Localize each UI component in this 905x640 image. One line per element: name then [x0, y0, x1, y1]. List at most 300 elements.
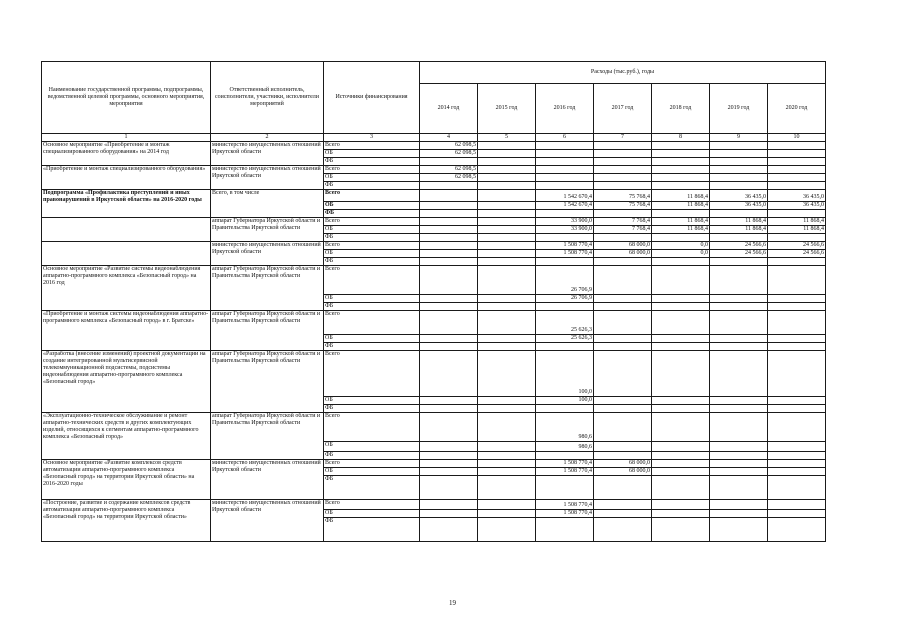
- value-cell: 68 000,0: [594, 242, 652, 250]
- value-cell: [420, 226, 478, 234]
- program-name-cell: [42, 218, 211, 242]
- value-cell: 100,0: [536, 351, 594, 397]
- value-cell: [652, 166, 710, 174]
- source-cell: Всего: [324, 460, 420, 468]
- value-cell: 1 508 770,4: [536, 242, 594, 250]
- expenses-table: [41, 61, 826, 542]
- value-cell: [710, 518, 768, 542]
- executor-cell: аппарат Губернатора Иркутской области и Правительства Иркутской области: [211, 266, 324, 311]
- value-cell: [536, 210, 594, 218]
- value-cell: 62 098,5: [420, 142, 478, 150]
- value-cell: [710, 510, 768, 518]
- table-row: [42, 142, 826, 150]
- value-cell: [536, 258, 594, 266]
- value-cell: [594, 142, 652, 150]
- table-row: [42, 242, 826, 250]
- value-cell: [478, 460, 536, 468]
- program-name-cell: «Приобретение и монтаж специализированного оборудования»: [42, 166, 211, 190]
- value-cell: [420, 190, 478, 202]
- value-cell: [652, 351, 710, 397]
- value-cell: [478, 518, 536, 542]
- column-number: 2: [211, 134, 324, 142]
- value-cell: [652, 460, 710, 468]
- source-cell: ФБ: [324, 405, 420, 413]
- value-cell: [420, 258, 478, 266]
- value-cell: [768, 174, 826, 182]
- value-cell: [710, 311, 768, 335]
- value-cell: [478, 234, 536, 242]
- value-cell: [420, 242, 478, 250]
- column-number: 9: [710, 134, 768, 142]
- value-cell: [420, 218, 478, 226]
- value-cell: 11 868,4: [768, 226, 826, 234]
- value-cell: [652, 510, 710, 518]
- value-cell: 24 566,6: [710, 250, 768, 258]
- value-cell: 980,6: [536, 442, 594, 452]
- executor-cell: министерство имущественных отношений Иркутской области: [211, 242, 324, 266]
- value-cell: [420, 158, 478, 166]
- value-cell: [652, 468, 710, 476]
- value-cell: 1 508 770,4: [536, 468, 594, 476]
- value-cell: 68 000,0: [594, 460, 652, 468]
- program-name-cell: «Приобретение и монтаж системы видеонаблюдения аппаратно-программного комплекса «Безопасный город» в г. Братске»: [42, 311, 211, 351]
- value-cell: 26 706,9: [536, 295, 594, 303]
- source-cell: ОБ: [324, 397, 420, 405]
- value-cell: [594, 258, 652, 266]
- value-cell: [594, 351, 652, 397]
- value-cell: [652, 343, 710, 351]
- value-cell: [710, 452, 768, 460]
- value-cell: [594, 303, 652, 311]
- value-cell: [710, 335, 768, 343]
- executor-cell: аппарат Губернатора Иркутской области и Правительства Иркутской области: [211, 218, 324, 242]
- source-cell: ОБ: [324, 250, 420, 258]
- source-cell: ФБ: [324, 234, 420, 242]
- source-cell: ОБ: [324, 226, 420, 234]
- value-cell: [536, 174, 594, 182]
- value-cell: 36 435,0: [710, 202, 768, 210]
- value-cell: [768, 295, 826, 303]
- value-cell: [594, 500, 652, 510]
- value-cell: 11 868,4: [710, 226, 768, 234]
- value-cell: [768, 397, 826, 405]
- value-cell: [710, 182, 768, 190]
- value-cell: [594, 210, 652, 218]
- header-year: 2015 год: [478, 84, 536, 134]
- source-cell: ОБ: [324, 335, 420, 343]
- value-cell: 36 435,0: [768, 202, 826, 210]
- program-name-cell: [42, 242, 211, 266]
- value-cell: [478, 413, 536, 442]
- table-row: [42, 166, 826, 174]
- value-cell: [536, 182, 594, 190]
- value-cell: [710, 166, 768, 174]
- header-source: Источники финансирования: [324, 62, 420, 134]
- value-cell: [420, 442, 478, 452]
- program-name-cell: Основное мероприятие «Приобретение и монтаж специализированного оборудования» на 2014 год: [42, 142, 211, 166]
- header-year: 2020 год: [768, 84, 826, 134]
- value-cell: [652, 150, 710, 158]
- value-cell: [478, 258, 536, 266]
- value-cell: [536, 343, 594, 351]
- source-cell: Всего: [324, 190, 420, 202]
- value-cell: [652, 500, 710, 510]
- value-cell: [652, 413, 710, 442]
- value-cell: 25 626,3: [536, 311, 594, 335]
- value-cell: 980,6: [536, 413, 594, 442]
- value-cell: [768, 166, 826, 174]
- value-cell: 0,0: [652, 250, 710, 258]
- executor-cell: аппарат Губернатора Иркутской области и Правительства Иркутской области: [211, 351, 324, 413]
- value-cell: 25 626,3: [536, 335, 594, 343]
- source-cell: Всего: [324, 311, 420, 335]
- source-cell: ОБ: [324, 295, 420, 303]
- program-name-cell: Основное мероприятие «Развитие системы видеонаблюдения аппаратно-программного комплекса «Безопасный город» на 2016 год: [42, 266, 211, 311]
- value-cell: 36 435,0: [710, 190, 768, 202]
- value-cell: 7 768,4: [594, 218, 652, 226]
- source-cell: ОБ: [324, 468, 420, 476]
- value-cell: [710, 442, 768, 452]
- value-cell: [594, 442, 652, 452]
- source-cell: ФБ: [324, 158, 420, 166]
- value-cell: 75 768,4: [594, 190, 652, 202]
- source-cell: Всего: [324, 218, 420, 226]
- value-cell: [478, 476, 536, 500]
- value-cell: [652, 266, 710, 295]
- value-cell: [652, 174, 710, 182]
- value-cell: [478, 303, 536, 311]
- value-cell: 33 900,0: [536, 218, 594, 226]
- value-cell: 36 435,0: [768, 190, 826, 202]
- value-cell: [768, 258, 826, 266]
- value-cell: [768, 150, 826, 158]
- source-cell: Всего: [324, 242, 420, 250]
- value-cell: [536, 405, 594, 413]
- source-cell: Всего: [324, 142, 420, 150]
- value-cell: [710, 405, 768, 413]
- value-cell: [478, 510, 536, 518]
- value-cell: [652, 311, 710, 335]
- column-number: 1: [42, 134, 211, 142]
- value-cell: [710, 142, 768, 150]
- value-cell: 68 000,0: [594, 250, 652, 258]
- value-cell: [594, 452, 652, 460]
- value-cell: 7 768,4: [594, 226, 652, 234]
- executor-cell: Всего, в том числе: [211, 190, 324, 218]
- value-cell: [420, 343, 478, 351]
- value-cell: 0,0: [652, 242, 710, 250]
- value-cell: [710, 158, 768, 166]
- value-cell: [710, 295, 768, 303]
- value-cell: [768, 405, 826, 413]
- value-cell: [420, 518, 478, 542]
- value-cell: [594, 476, 652, 500]
- source-cell: Всего: [324, 500, 420, 510]
- executor-cell: министерство имущественных отношений Иркутской области: [211, 166, 324, 190]
- value-cell: [478, 452, 536, 460]
- value-cell: 62 098,5: [420, 150, 478, 158]
- value-cell: [478, 166, 536, 174]
- table-row: [42, 311, 826, 335]
- source-cell: ОБ: [324, 174, 420, 182]
- executor-cell: министерство имущественных отношений Иркутской области: [211, 142, 324, 166]
- value-cell: 33 900,0: [536, 226, 594, 234]
- value-cell: [710, 351, 768, 397]
- value-cell: [594, 158, 652, 166]
- value-cell: [652, 234, 710, 242]
- value-cell: [478, 397, 536, 405]
- value-cell: [536, 452, 594, 460]
- table-row: [42, 460, 826, 468]
- source-cell: ОБ: [324, 510, 420, 518]
- table-row: [42, 413, 826, 442]
- value-cell: [594, 405, 652, 413]
- value-cell: [420, 266, 478, 295]
- executor-cell: аппарат Губернатора Иркутской области и Правительства Иркутской области: [211, 311, 324, 351]
- value-cell: [420, 510, 478, 518]
- value-cell: [768, 452, 826, 460]
- value-cell: [478, 250, 536, 258]
- value-cell: [420, 182, 478, 190]
- value-cell: [478, 182, 536, 190]
- header-executor: Ответственный исполнитель, соисполнители, участники, исполнители мероприятий: [211, 62, 324, 134]
- value-cell: [420, 460, 478, 468]
- value-cell: [652, 335, 710, 343]
- value-cell: [768, 500, 826, 510]
- column-number: 4: [420, 134, 478, 142]
- value-cell: [478, 242, 536, 250]
- source-cell: ФБ: [324, 258, 420, 266]
- source-cell: ОБ: [324, 150, 420, 158]
- program-name-cell: «Эксплуатационно-техническое обслуживание и ремонт аппаратно-технических средств и других комплектующих изделий, относящихся к сегментам аппаратно-программного комплекса «Безопасный город»: [42, 413, 211, 460]
- value-cell: [420, 351, 478, 397]
- column-number: 6: [536, 134, 594, 142]
- program-name-cell: «Разработка (внесение изменений) проектной документации на создание интегрированной мультисервисной телекоммуникационной подсистемы, подсистемы видеонаблюдения аппаратно-программного комплекса «Безопасный город»: [42, 351, 211, 413]
- source-cell: ОБ: [324, 202, 420, 210]
- value-cell: [420, 295, 478, 303]
- value-cell: 11 868,4: [652, 202, 710, 210]
- program-name-cell: Основное мероприятие «Развитие комплексов средств автоматизации аппаратно-программного комплекса «Безопасный город» на территории Иркутской области» на 2016-2020 годы: [42, 460, 211, 500]
- value-cell: [536, 303, 594, 311]
- column-number: 5: [478, 134, 536, 142]
- source-cell: ФБ: [324, 303, 420, 311]
- value-cell: [478, 266, 536, 295]
- value-cell: [420, 202, 478, 210]
- value-cell: [536, 166, 594, 174]
- value-cell: [594, 518, 652, 542]
- table-row: [42, 266, 826, 295]
- column-number-row: [42, 134, 826, 142]
- value-cell: [478, 335, 536, 343]
- value-cell: [478, 468, 536, 476]
- value-cell: [478, 158, 536, 166]
- column-number: 7: [594, 134, 652, 142]
- value-cell: [478, 311, 536, 335]
- value-cell: [478, 405, 536, 413]
- value-cell: 24 566,6: [768, 242, 826, 250]
- table-row: [42, 500, 826, 510]
- source-cell: Всего: [324, 351, 420, 397]
- value-cell: 11 868,4: [652, 218, 710, 226]
- value-cell: [536, 234, 594, 242]
- value-cell: [652, 182, 710, 190]
- value-cell: 24 566,6: [710, 242, 768, 250]
- executor-cell: министерство имущественных отношений Иркутской области: [211, 460, 324, 500]
- header-year: 2014 год: [420, 84, 478, 134]
- value-cell: [420, 413, 478, 442]
- table-row: [42, 351, 826, 397]
- value-cell: 11 868,4: [652, 226, 710, 234]
- value-cell: [420, 397, 478, 405]
- column-number: 8: [652, 134, 710, 142]
- value-cell: [478, 295, 536, 303]
- source-cell: ФБ: [324, 182, 420, 190]
- value-cell: [768, 413, 826, 442]
- program-name-cell: Подпрограмма «Профилактика преступлений и иных правонарушений в Иркутской области» на 2016-2020 годы: [42, 190, 211, 218]
- value-cell: [478, 150, 536, 158]
- value-cell: [768, 158, 826, 166]
- header-year: 2018 год: [652, 84, 710, 134]
- value-cell: [768, 460, 826, 468]
- value-cell: [652, 158, 710, 166]
- value-cell: [710, 500, 768, 510]
- value-cell: [710, 303, 768, 311]
- value-cell: [594, 150, 652, 158]
- source-cell: Всего: [324, 266, 420, 295]
- value-cell: 75 768,4: [594, 202, 652, 210]
- value-cell: [420, 468, 478, 476]
- header-expenses: Расходы (тыс.руб.), годы: [420, 62, 826, 84]
- value-cell: [652, 405, 710, 413]
- value-cell: [536, 150, 594, 158]
- header-year: 2019 год: [710, 84, 768, 134]
- value-cell: [420, 476, 478, 500]
- value-cell: [478, 202, 536, 210]
- value-cell: [594, 234, 652, 242]
- value-cell: 100,0: [536, 397, 594, 405]
- value-cell: [710, 413, 768, 442]
- value-cell: [478, 218, 536, 226]
- table-row: [42, 190, 826, 202]
- value-cell: [536, 158, 594, 166]
- value-cell: [710, 234, 768, 242]
- value-cell: [768, 182, 826, 190]
- value-cell: [652, 210, 710, 218]
- value-cell: 11 868,4: [652, 190, 710, 202]
- value-cell: [594, 166, 652, 174]
- executor-cell: аппарат Губернатора Иркутской области и Правительства Иркутской области: [211, 413, 324, 460]
- value-cell: [536, 518, 594, 542]
- value-cell: [768, 510, 826, 518]
- value-cell: [710, 343, 768, 351]
- value-cell: [652, 303, 710, 311]
- value-cell: [594, 397, 652, 405]
- value-cell: [768, 442, 826, 452]
- value-cell: 1 508 770,4: [536, 250, 594, 258]
- value-cell: [710, 266, 768, 295]
- value-cell: [652, 258, 710, 266]
- value-cell: [652, 442, 710, 452]
- executor-cell: министерство имущественных отношений Иркутской области: [211, 500, 324, 542]
- value-cell: [478, 174, 536, 182]
- source-cell: ФБ: [324, 452, 420, 460]
- value-cell: [710, 210, 768, 218]
- value-cell: [710, 468, 768, 476]
- value-cell: [594, 174, 652, 182]
- value-cell: [768, 335, 826, 343]
- source-cell: ФБ: [324, 476, 420, 500]
- value-cell: [594, 266, 652, 295]
- value-cell: [768, 210, 826, 218]
- value-cell: [652, 476, 710, 500]
- value-cell: [710, 476, 768, 500]
- table-row: [42, 218, 826, 226]
- value-cell: [768, 311, 826, 335]
- value-cell: [652, 142, 710, 150]
- value-cell: [420, 452, 478, 460]
- value-cell: [710, 460, 768, 468]
- value-cell: [652, 518, 710, 542]
- value-cell: 11 868,4: [710, 218, 768, 226]
- value-cell: [594, 343, 652, 351]
- value-cell: 62 098,5: [420, 166, 478, 174]
- value-cell: 1 542 670,4: [536, 190, 594, 202]
- value-cell: [478, 442, 536, 452]
- value-cell: [652, 397, 710, 405]
- value-cell: [478, 226, 536, 234]
- value-cell: [536, 476, 594, 500]
- value-cell: [768, 476, 826, 500]
- value-cell: [478, 500, 536, 510]
- source-cell: ОБ: [324, 442, 420, 452]
- source-cell: ФБ: [324, 210, 420, 218]
- value-cell: [710, 258, 768, 266]
- value-cell: [768, 234, 826, 242]
- value-cell: [420, 335, 478, 343]
- value-cell: [768, 468, 826, 476]
- value-cell: [594, 182, 652, 190]
- value-cell: 1 508 770,4: [536, 460, 594, 468]
- value-cell: [768, 351, 826, 397]
- value-cell: 1 508 770,4: [536, 510, 594, 518]
- value-cell: [478, 190, 536, 202]
- value-cell: [710, 150, 768, 158]
- header-year: 2017 год: [594, 84, 652, 134]
- value-cell: [420, 250, 478, 258]
- value-cell: [710, 174, 768, 182]
- value-cell: [594, 335, 652, 343]
- source-cell: ФБ: [324, 518, 420, 542]
- value-cell: 24 566,6: [768, 250, 826, 258]
- page-number: 19: [449, 599, 456, 607]
- source-cell: ФБ: [324, 343, 420, 351]
- value-cell: [420, 405, 478, 413]
- value-cell: [710, 397, 768, 405]
- value-cell: [536, 142, 594, 150]
- value-cell: 11 868,4: [768, 218, 826, 226]
- value-cell: [420, 234, 478, 242]
- value-cell: [594, 510, 652, 518]
- value-cell: [478, 142, 536, 150]
- column-number: 3: [324, 134, 420, 142]
- value-cell: [478, 343, 536, 351]
- value-cell: 68 000,0: [594, 468, 652, 476]
- value-cell: [768, 142, 826, 150]
- source-cell: Всего: [324, 413, 420, 442]
- value-cell: [594, 413, 652, 442]
- value-cell: [768, 518, 826, 542]
- program-name-cell: «Построение, развитие и содержание комплексов средств автоматизации аппаратно-программного комплекса «Безопасный город» на территории Иркутской области»: [42, 500, 211, 542]
